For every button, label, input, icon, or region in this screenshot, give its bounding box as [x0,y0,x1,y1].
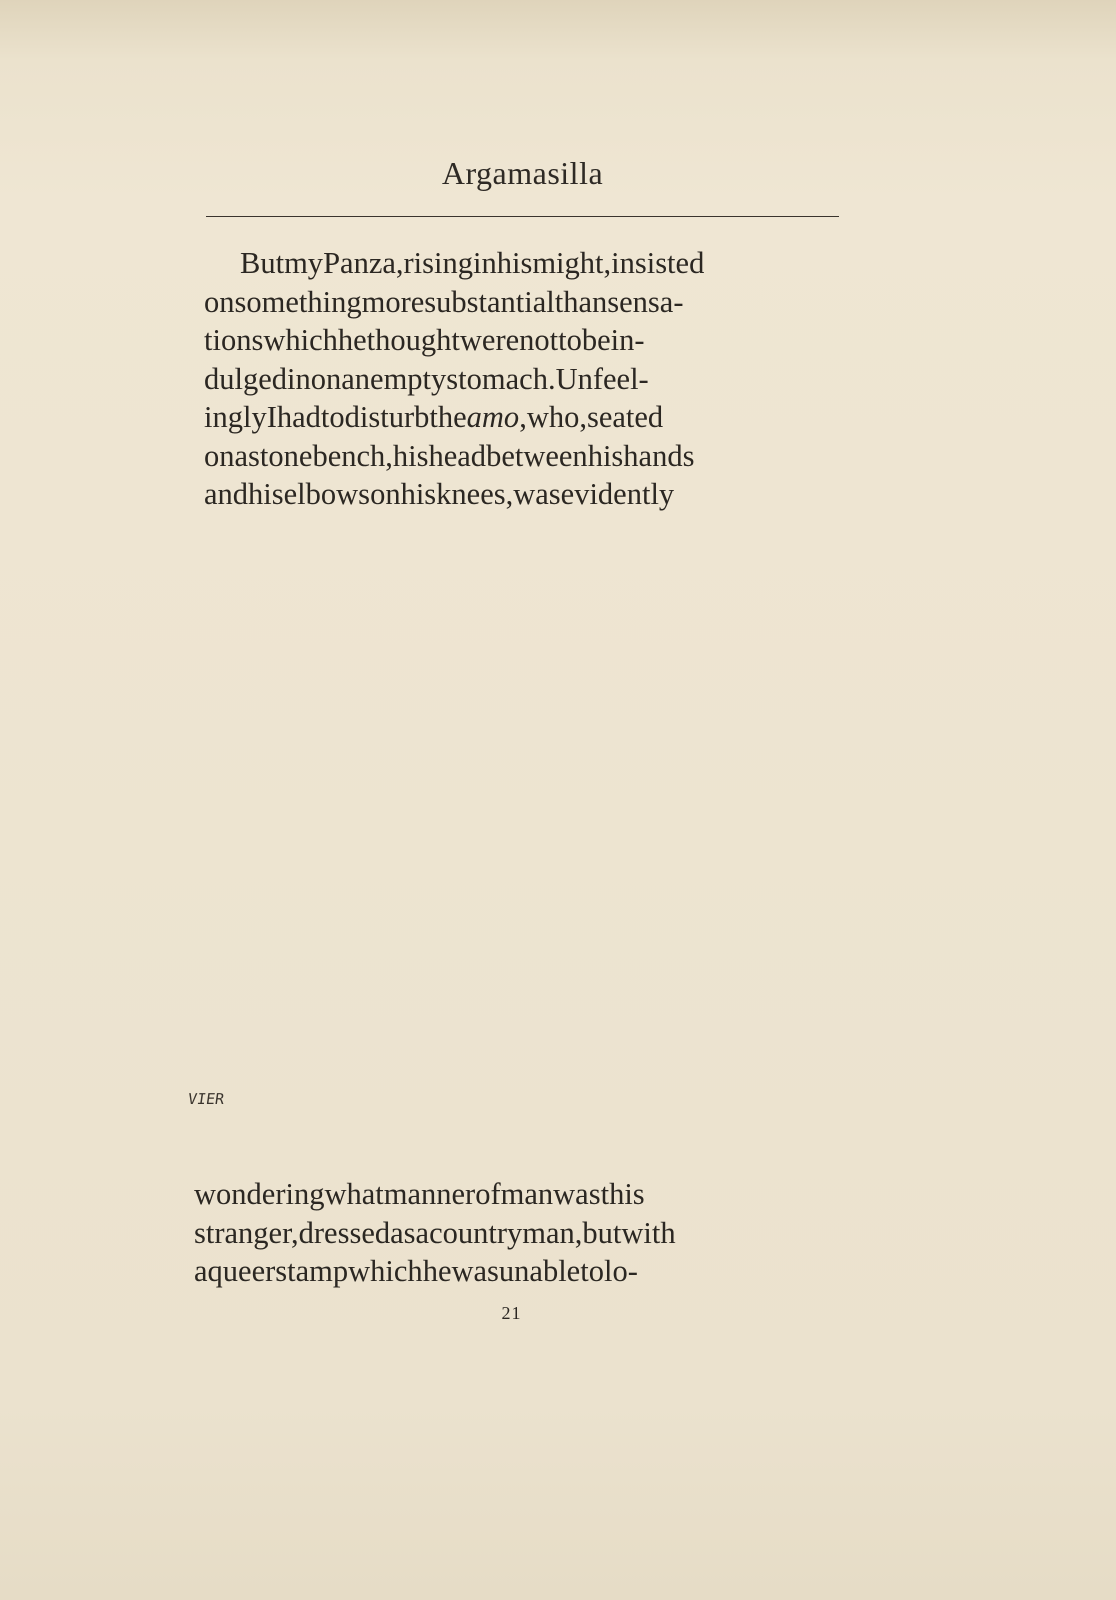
word: might, [532,246,612,280]
illustration-signature: VIER [186,1090,226,1108]
word: his [248,477,284,511]
word: an [341,361,371,396]
header-rule [206,216,839,217]
word: queer [207,1254,276,1288]
word: who, [526,400,587,434]
word: amo, [466,400,527,434]
word: between [486,438,588,473]
engraving-illustration-icon [150,535,880,1150]
word: hands [623,438,695,473]
word: head [428,438,487,473]
word: on [204,438,235,473]
text-line [204,321,839,360]
word: what [324,1177,384,1211]
word: were [459,323,520,357]
word: tions [204,323,264,357]
word: countryman, [429,1215,583,1250]
word: as [390,1215,416,1250]
word: was [553,1177,601,1211]
word: he [422,1254,452,1288]
word: my [284,246,324,280]
word: man [500,1177,554,1211]
word: bench, [312,438,393,473]
page-number: 21 [501,1303,522,1323]
text-line [204,475,839,514]
word: stranger, [194,1215,299,1250]
word: on [204,284,235,319]
paragraph-2 [194,1175,828,1291]
word: with [621,1215,676,1250]
word: his [587,438,624,473]
word: substantial [424,284,555,319]
word: insisted [611,246,705,280]
word: evidently [560,477,675,511]
text-line [204,398,839,437]
word: in [287,361,311,396]
word: to [558,323,582,357]
word: which [348,1254,423,1288]
word: dulged [204,361,288,396]
word: to [580,1254,604,1288]
word: his [400,477,437,511]
word: and [204,477,249,511]
word: had [276,400,321,434]
word: a [194,1254,208,1288]
word: ingly [204,400,267,434]
word: But [240,246,285,280]
word: something [234,284,362,319]
word: to [320,400,345,434]
word: his [392,438,429,473]
word: of [475,1177,501,1211]
word: dressed [298,1215,391,1250]
word: on [370,477,401,511]
word: empty [370,361,447,396]
word: the [429,400,467,434]
text-line [194,1175,828,1214]
word: which [263,323,338,357]
word: rising [403,246,473,280]
word: in- [610,323,645,357]
word: disturb [344,400,430,434]
word: I [266,400,277,434]
word: he [337,323,367,357]
word: his [496,246,533,280]
text-line [194,1252,828,1291]
word: sensa- [607,284,684,319]
word: Unfeel- [555,361,649,396]
word: lo- [603,1254,638,1288]
word: unable [498,1254,581,1288]
word: but [582,1215,622,1250]
word: than [554,284,608,319]
word: wondering [194,1177,325,1211]
word: was [513,477,561,511]
word: more [361,284,425,319]
word: Panza, [323,246,404,280]
paragraph-1 [204,244,839,514]
word: a [415,1215,430,1250]
word: be [581,323,611,357]
text-line [204,360,839,399]
word: this [600,1177,645,1211]
word: elbows [283,477,371,511]
text-line [204,283,839,322]
text-line [204,244,839,283]
word: on [310,361,342,396]
word: not [519,323,559,357]
text-line [194,1214,828,1253]
word: a [234,438,249,473]
word: knees, [436,477,514,511]
word: manner [383,1177,476,1211]
word: was [451,1254,499,1288]
word: stomach. [446,361,556,396]
word: stamp [275,1254,349,1288]
page-title: Argamasilla [441,155,604,191]
word: seated [586,400,664,434]
word: stone [248,438,313,473]
word: thought [366,323,460,357]
text-line [204,437,839,476]
word: in [473,246,497,280]
